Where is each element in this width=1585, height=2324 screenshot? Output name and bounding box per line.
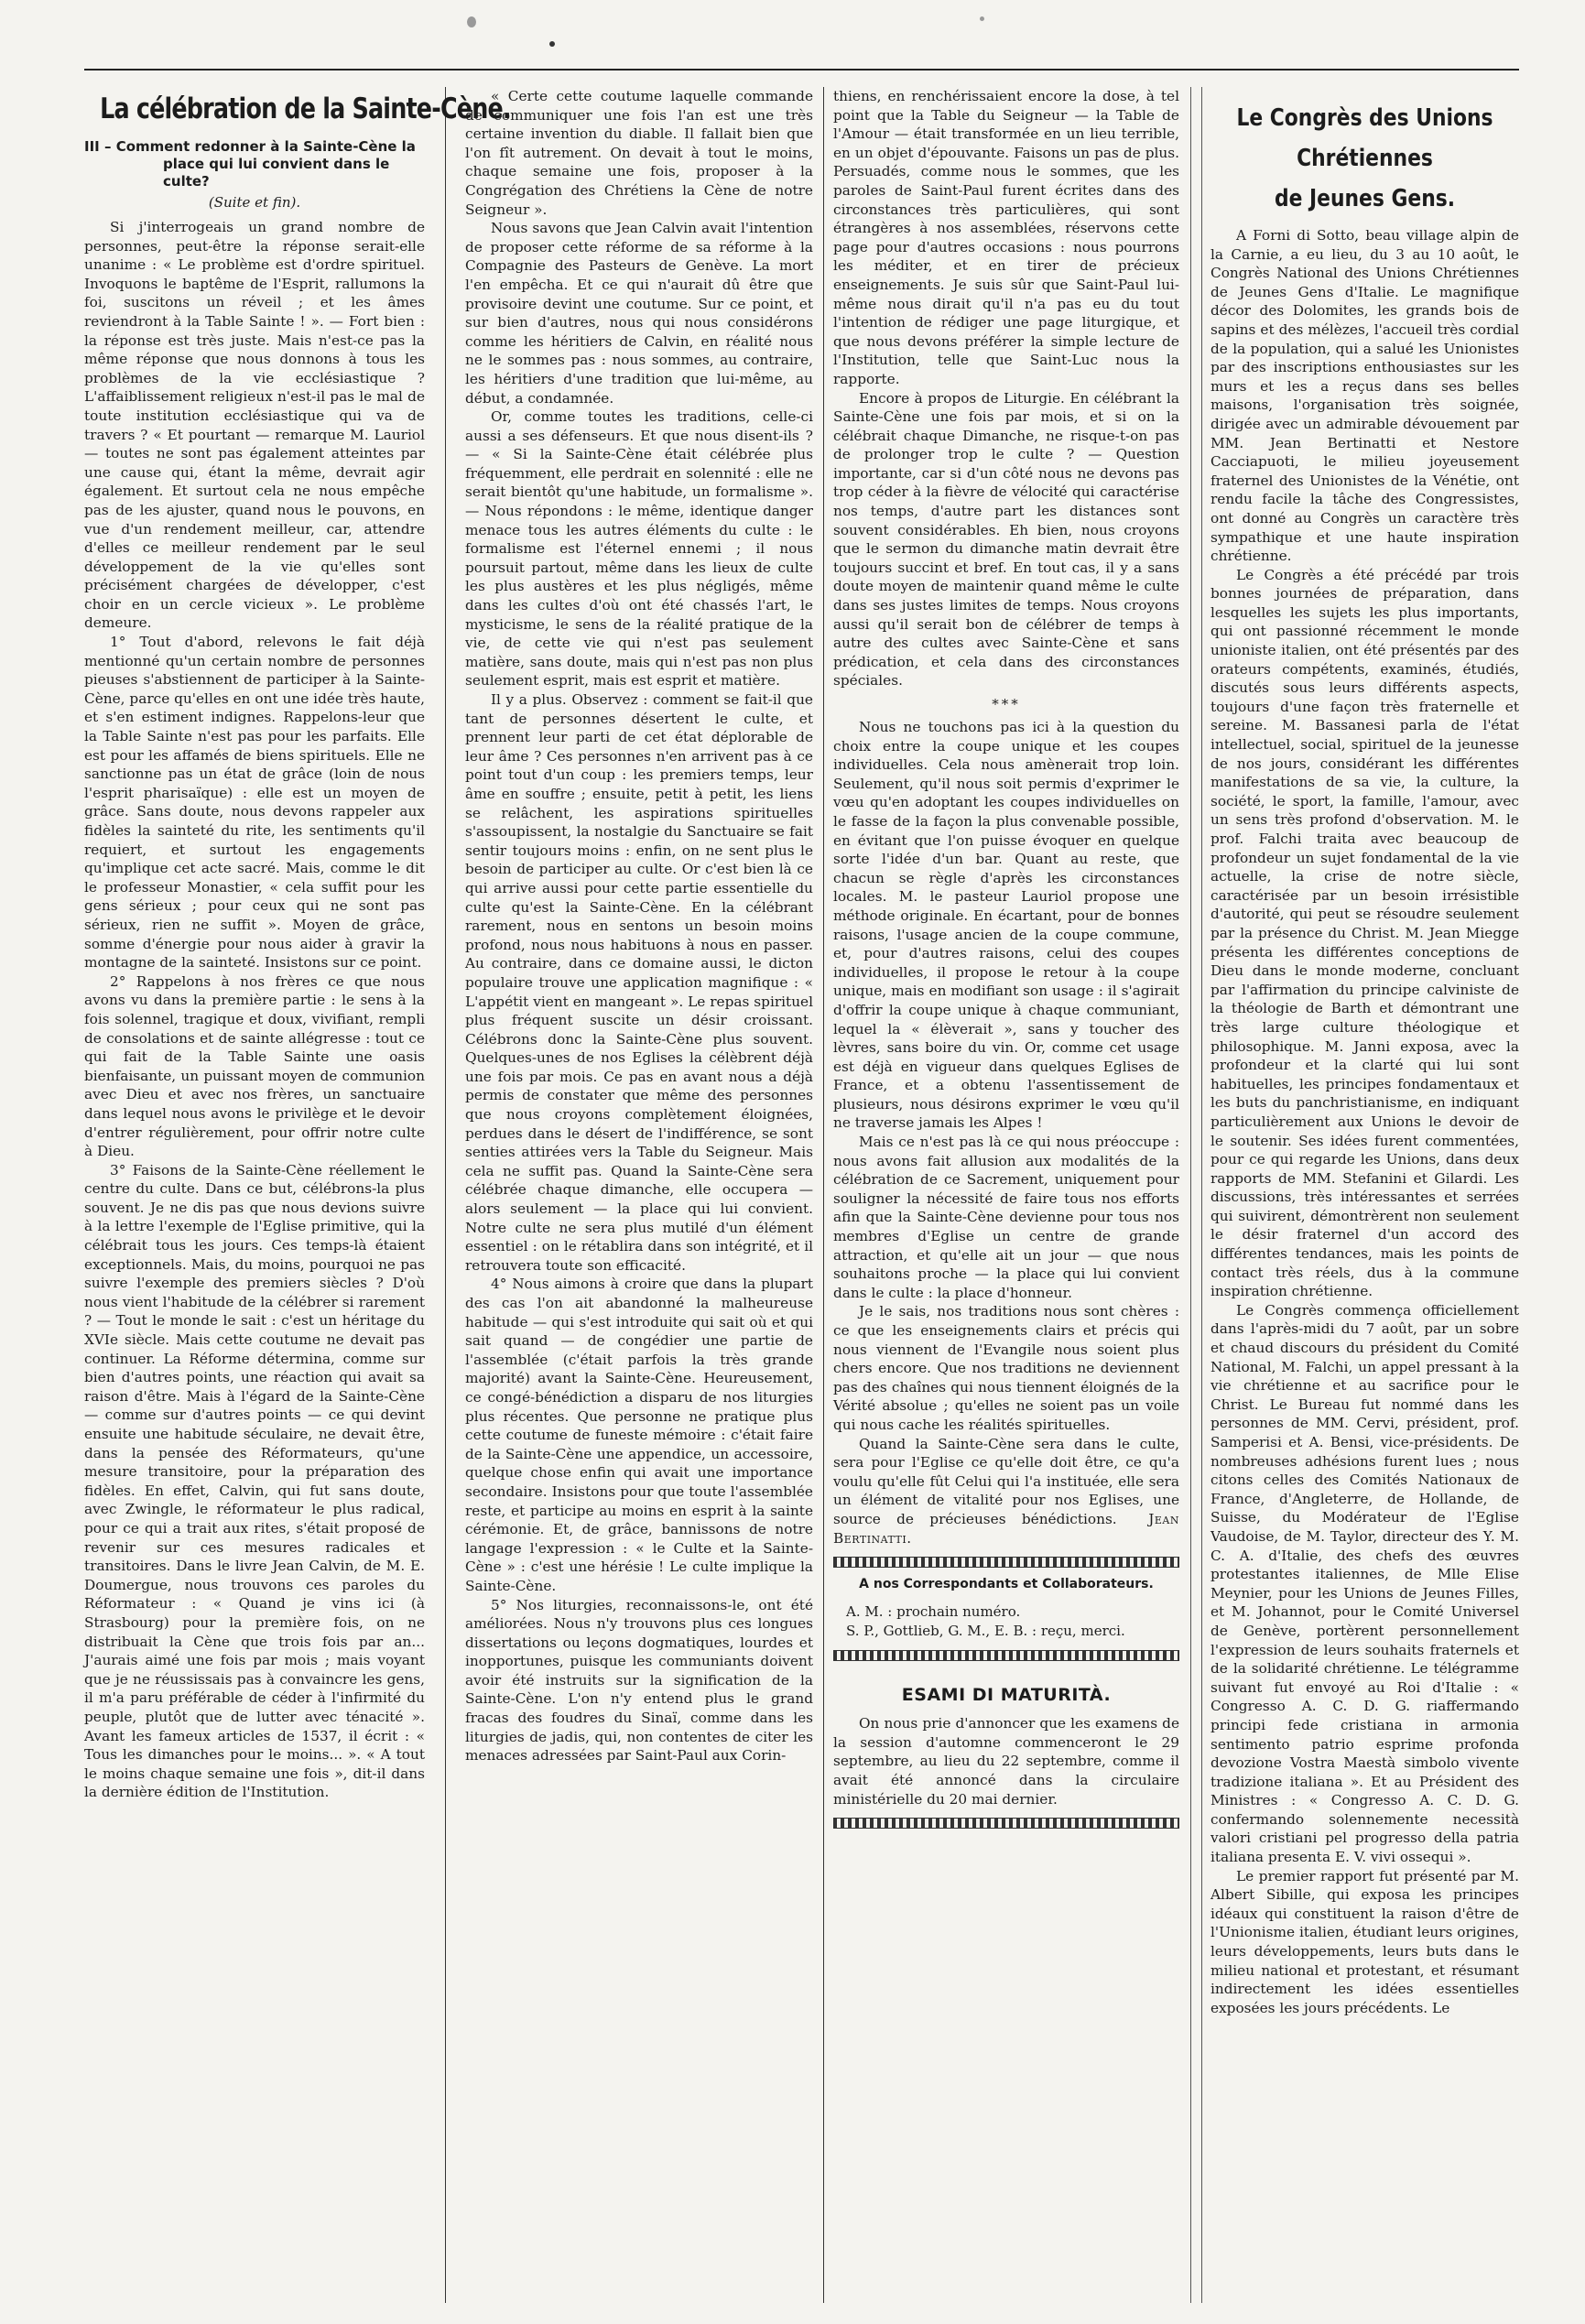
paragraph: Mais ce n'est pas là ce qui nous préoccupe : nous avons fait allusion aux modalités de la célébration de ce Sacrement, uniquement pour souligner la nécessité de faire tous nos efforts afin que la Sainte-Cène devienne pour tous nos membres d'Eglise un centre de grande attraction, et qu'elle ait un jour — que nous souhaitons proche — la place qui lui convient dans le culte : la place d'honneur. <box>833 1134 1179 1301</box>
paragraph: 1° Tout d'abord, relevons le fait déjà mentionné qu'un certain nombre de personnes pieuses s'abstiennent de participer à la Sainte-Cène, parce qu'elles en ont une idée très haute, et s'en estiment indignes. Rappelons-leur que la Table Sainte n'est pas pour les parfaits. Elle est pour les affamés de biens spirituels. Elle ne sanctionne pas un état de grâce (loin de nous l'esprit pharisaïque) : elle est un moyen de grâce. Sans doute, nous devons rappeler aux fidèles la sainteté du rite, les sentiments qu'il requiert, et surtout les engagements qu'implique cet acte sacré. Mais, comme le dit le professeur Monastier, « cela suffit pour les gens sérieux ; pour ceux qui ne sont pas sérieux, rien ne suffit ». Moyen de grâce, somme d'énergie pour nous aider à gravir la montagne de la sainteté. Insistons sur ce point. <box>84 634 425 972</box>
ornamental-rule <box>833 1650 1179 1661</box>
section-separator: *** <box>992 696 1021 712</box>
paragraph: Le premier rapport fut présenté par M. Albert Sibille, qui exposa les principes idéaux qui constituent la raison d'être de l'Unionisme italien, étudiant leurs origines, leurs développements, leurs buts dans le milieu national et protestant, et résumant indirectement les idées essentielles exposées les jours précédents. Le <box>1210 1867 1519 2016</box>
article-suite: (Suite et fin). <box>208 194 301 211</box>
signature: Jean Bertinatti. <box>833 1510 1179 1547</box>
correspondants-title: A nos Correspondants et Collaborateurs. <box>859 1577 1154 1592</box>
paragraph: thiens, en renchérissaient encore la dose, à tel point que la Table du Seigneur — la Table de l'Amour — était transformée en un lieu terrible, en un objet d'épouvante. Faisons un pas de plus. Persuadés, comme nous le sommes, que les paroles de Saint-Paul furent écrites dans des circonstances très particulières, qui sont étrangères à nos assemblées, réservons cette page pour d'autres occasions : nous pourrons les méditer, et en tirer de précieux enseignements. Je suis sûr que Saint-Paul lui-même nous dirait qu'il n'a pas eu du tout l'intention de rédiger une page liturgique, et que nous devons préférer la simple lecture de l'Institution, telle que Saint-Luc nous la rapporte. <box>833 88 1179 387</box>
box-rule <box>1190 87 1191 2303</box>
paragraph: Il y a plus. Observez : comment se fait-il que tant de personnes désertent le culte, et prennent leur parti de cet état déplorable de leur âme ? Ces personnes n'en arrivent pas à ce point tout d'un coup : les premiers temps, leur âme en souffre ; ensuite, petit à petit, les liens se relâchent, les aspirations spirituelles s'assoupissent, la nostalgie du Sanctuaire se fait sentir toujours moins : enfin, on ne sent plus le besoin de participer au culte. Or c'est bien là ce qui arrive aussi pour cette partie essentielle du culte qu'est la Sainte-Cène. En la célébrant rarement, nous en sentons un besoin moins profond, nous nous habituons à nous en passer. Au contraire, dans ce domaine aussi, le dicton populaire trouve une application magnifique : « L'appétit vient en mangeant ». Le repas spirituel plus fréquent suscite un désir croissant. Célébrons donc la Sainte-Cène plus souvent. Quelques-unes de nos Eglises la célèbrent déjà une fois par mois. Ce pas en avant nous a déjà permis de constater que même des personnes que nous croyons complètement éloignées, perdues dans le désert de l'indifférence, se sont senties attirées vers la Table du Seigneur. Mais cela ne suffit pas. Quand la Sainte-Cène sera célébrée chaque dimanche, elle occupera — alors seulement — la place qui lui convient. Notre culte ne sera plus mutilé d'un élément essentiel : on le rétablira dans son intégrité, et il retrouvera toute son efficacité. <box>465 691 813 1274</box>
paragraph: Le Congrès commença officiellement dans l'après-midi du 7 août, par un sobre et chaud discours du président du Comité National, M. Falchi, un appel pressant à la vie chrétienne et au sacrifice pour le Christ. Le Bureau fut nommé dans les personnes de MM. Cervi, président, prof. Samperisi et A. Bensi, vice-présidents. De nombreuses adhésions furent lues ; nous citons celles des Comités Nationaux de France, d'Angleterre, de Hollande, de Suisse, du Modérateur de l'Eglise Vaudoise, de M. Taylor, directeur des Y. M. C. A. d'Italie, des chefs des œuvres protestantes italiennes, de Mlle Elise Meynier, pour les Unions de Jeunes Filles, et M. Johannot, pour le Comité Universel de Genève, portèrent personnellement l'expression de leurs souhaits fraternels et de la solidarité chrétienne. Le télégramme suivant fut envoyé au Roi d'Italie : « Congresso A. C. D. G. riaffermando principi fede cristiana in armonia sentimento patrio esprime profonda devozione Vostra Maestà simbolo vivente tradizione italiana ». Et au Président des Ministres : « Congresso A. C. D. G. confermando solennemente necessità valori cristiani pel progresso della patria italiana presenta E. V. vivi ossequi ». <box>1210 1301 1519 1866</box>
article-title <box>1223 98 1507 219</box>
paragraph: Si j'interrogeais un grand nombre de personnes, peut-être la réponse serait-elle unanime : « Le problème est d'ordre spirituel. Invoquons le baptême de l'Esprit, rallumons la foi, suscitons un réveil ; et les âmes reviendront à la Table Sainte ! ». — Fort bien : la réponse est très juste. Mais n'est-ce pas la même réponse que nous donnons à tous les problèmes de la vie ecclésiastique ? L'affaiblissement religieux n'est-il pas le mal de toute institution ecclésiastique qui va de travers ? « Et pourtant — remarque M. Lauriol — toutes ne sont pas également atteintes par une cause qui, étant la même, devrait agir également. Et surtout cela ne nous empêche pas de les ajuster, quand nous le pouvons, en vue d'un rendement meilleur, car, attendre d'elles ce meilleur rendement par le seul développement de la vie qu'elles sont précisément chargées de développer, c'est choir en un cercle vicieux ». Le problème demeure. <box>84 219 425 632</box>
ornamental-rule <box>833 1818 1179 1829</box>
paragraph: Le Congrès a été précédé par trois bonnes journées de préparation, dans lesquelles les sujets les plus importants, qui ont passionné récemment le monde unioniste italien, ont été présentés par des orateurs compétents, examinés, étudiés, discutés sous leurs différents aspects, toujours d'une façon très fraternelle et sereine. M. Bassanesi parla de l'état intellectuel, social, spirituel de la jeunesse de nos jours, considérant les différentes manifestations de sa vie, la culture, la société, le sport, la famille, l'amour, avec un sens très profond d'observation. M. le prof. Falchi traita avec beaucoup de profondeur un sujet fondamental de la vie actuelle, la crise de notre siècle, caractérisée par un besoin irrésistible d'autorité, qui peut se résoudre seulement par la présence du Christ. M. Jean Miegge présenta les différentes conceptions de Dieu dans le monde moderne, concluant par l'affirmation du principe calviniste de la théologie de Barth et démontrant une très large culture théologique et philosophique. M. Janni exposa, avec la profondeur et la clarté qui lui sont habituelles, les principes fondamentaux et les buts du panchristianisme, en indiquant particulièrement aux Unions le devoir de le soutenir. Ses idées furent commentées, pour ce qui regarde les Unions, dans deux rapports de MM. Stefanini et Gilardi. Les discussions, très intéressantes et serrées qui suivirent, démontrèrent non seulement le désir fraternel d'un accord des différentes tendances, mais les points de contact très réels, dus à la commune inspiration chrétienne. <box>1210 566 1519 1300</box>
title-line: de Jeunes Gens. <box>1274 185 1456 212</box>
correspondants-line: S. P., Gottlieb, G. M., E. B. : reçu, merci. <box>846 1623 1125 1640</box>
column-1 <box>84 87 511 2303</box>
ink-speck <box>549 41 555 47</box>
column-4 <box>1210 87 1519 2303</box>
esami-title: ESAMI DI MATURITÀ. <box>901 1685 1112 1706</box>
paragraph: Nous savons que Jean Calvin avait l'intention de proposer cette réforme de sa réforme à la Compagnie des Pasteurs de Genève. La mort l'en empêcha. Et ce qui n'aurait dû être que provisoire devint une coutume. Sur ce point, et sur bien d'autres, nous qui nous considérons comme les héritiers de Calvin, en réalité nous ne le sommes pas : nous sommes, au contraire, les héritiers d'une tradition que lui-même, au début, a condamnée. <box>465 220 813 407</box>
paragraph: A Forni di Sotto, beau village alpin de la Carnie, a eu lieu, du 3 au 10 août, le Congrès National des Unions Chrétiennes de Jeunes Gens d'Italie. Le magnifique décor des Dolomites, les grands bois de sapins et des mélèzes, l'accueil très cordial de la population, qui a salué les Unionistes par des inscriptions enthousiastes sur les murs et les a reçus dans ses belles maisons, l'organisation très soignée, dirigée avec un admirable dévouement par MM. Jean Bertinatti et Nestore Cacciapuoti, le milieu joyeusement fraternel des Unionistes de la Vénétie, ont rendu facile la tâche des Congressistes, ont donné au Congrès un caractère très sympathique et une haute inspiration chrétienne. <box>1210 227 1519 565</box>
paragraph: Nous ne touchons pas ici à la question du choix entre la coupe unique et les coupes individuelles. Cela nous amènerait trop loin. Seulement, qu'il nous soit permis d'exprimer le vœu qu'en adoptant les coupes individuelles on le fasse de la façon la plus convenable possible, en évitant que l'on puisse évoquer en quelque sorte l'idée d'un bar. Quant au reste, que chacun se règle d'après les circonstances locales. M. le pasteur Lauriol propose une méthode originale. En écartant, pour de bonnes raisons, l'usage ancien de la coupe commune, et, pour d'autres raisons, celui des coupes individuelles, il propose le retour à la coupe unique, mais en modifiant son usage : il s'agirait d'offrir la coupe unique à chaque communiant, lequel la « élèverait », sans y toucher des lèvres, sans boire du vin. Or, comme cet usage est déjà en vigueur dans quelques Eglises de France, et a obtenu l'assentissement de plusieurs, nous désirons exprimer le vœu qu'il ne traverse jamais les Alpes ! <box>833 719 1179 1132</box>
paragraph: 2° Rappelons à nos frères ce que nous avons vu dans la première partie : le sens à la fois solennel, tragique et doux, vivifiant, rempli de consolations et de sainte allégresse : tout ce qui fait de la Table Sainte une oasis bienfaisante, un puissant moyen de communion avec Dieu et avec nos frères, un sanctuaire dans lequel nous avons le privilège et le devoir d'entrer régulièrement, pour offrir notre culte à Dieu. <box>84 972 425 1160</box>
paragraph: On nous prie d'annoncer que les examens de la session d'automne commenceront le 29 septembre, au lieu du 22 septembre, comme il avait été annoncé dans la circulaire ministérielle du 20 mai dernier. <box>833 1715 1179 1808</box>
article-title: La célébration de la Sainte-Cène. <box>100 92 511 125</box>
paragraph: 4° Nous aimons à croire que dans la plupart des cas l'on ait abandonné la malheureuse habitude — qui s'est introduite qui sait où et qui sait quand — de congédier une partie de l'assemblée (c'était parfois la très grande majorité) avant la Sainte-Cène. Heureusement, ce congé-bénédiction a disparu de nos liturgies plus récentes. Que personne ne pratique plus cette coutume de funeste mémoire : c'était faire de la Sainte-Cène une appendice, un accessoire, quelque chose enfin qui avait une importance secondaire. Insistons pour que toute l'assemblée reste, et participe au moins en esprit à la sainte cérémonie. Et, de grâce, bannissons de notre langage l'expression : « le Culte et la Sainte-Cène » : c'est une hérésie ! Le culte implique la Sainte-Cène. <box>465 1276 813 1594</box>
box-rule <box>1201 87 1202 2303</box>
column-2 <box>465 87 813 2303</box>
paragraph: Encore à propos de Liturgie. En célébrant la Sainte-Cène une fois par mois, et si on la célébrait chaque Dimanche, ne risque-t-on pas de prolonger trop le culte ? — Question importante, car si d'un côté nous ne devons pas trop céder à la fièvre de vélocité qui caractérise nos temps, d'autre part les distances sont souvent considérables. Eh bien, nous croyons que le sermon du dimanche matin devrait être toujours succint et bref. En tout cas, il y a sans doute moyen de maintenir quand même le culte dans ses justes limites de temps. Nous croyons aussi qu'il serait bon de célébrer de temps à autre des cultes avec Sainte-Cène et sans prédication, et cela dans des circonstances spéciales. <box>833 389 1179 690</box>
ornamental-rule <box>833 1557 1179 1568</box>
ink-speck <box>980 16 984 21</box>
paragraph-text: Quand la Sainte-Cène sera dans le culte, sera pour l'Eglise ce qu'elle doit être, ce qu'a voulu qu'elle fût Celui qui l'a instituée, elle sera un élément de vitalité pour nos Eglises, une source de précieuses bénédictions. <box>833 1435 1179 1527</box>
article-subtitle: III – Comment redonner à la Sainte-Cène la place qui lui convient dans le culte? <box>84 138 416 190</box>
ink-speck <box>467 16 476 27</box>
correspondants-line: A. M. : prochain numéro. <box>846 1603 1021 1621</box>
paragraph: Or, comme toutes les traditions, celle-ci aussi a ses défenseurs. Et que nous disent-ils ? — « Si la Sainte-Cène était célébrée plus fréquemment, elle perdrait en solennité : elle ne serait bientôt qu'une habitude, un formalisme ». — Nous répondons : le même, identique danger menace tous les autres éléments du culte : le formalisme est l'éternel ennemi ; il nous poursuit partout, même dans les lieux de culte les plus austères et les plus négligés, même dans les cultes d'où ont été chassés l'art, le mysticisme, le sens de la réalité pratique de la vie, de cette vie qui n'est pas seulement matière, sans doute, mais qui n'est pas non plus seulement esprit, mais est esprit et matière. <box>465 408 813 690</box>
paragraph: Je le sais, nos traditions nous sont chères : ce que les enseignements clairs et précis qui nous viennent de l'Evangile nous soient plus chers encore. Que nos traditions ne deviennent pas des chaînes qui nous tiennent éloignés de la Vérité absolue ; qu'elles ne soient pas un voile qui nous cache les réalités spirituelles. <box>833 1303 1179 1433</box>
column-3 <box>833 87 1179 2303</box>
title-line: Le Congrès des Unions Chrétiennes <box>1236 104 1493 172</box>
paragraph: 5° Nos liturgies, reconnaissons-le, ont été améliorées. Nous n'y trouvons plus ces longues dissertations ou leçons dogmatiques, lourdes et inopportunes, puisque les communiants doivent avoir été instruits sur la signification de la Sainte-Cène. L'on n'y entend plus le grand fracas des foudres du Sinaï, comme dans les liturgies de jadis, qui, non contentes de citer les menaces adressées par Saint-Paul aux Corin- <box>465 1596 813 1765</box>
paragraph: 3° Faisons de la Sainte-Cène réellement le centre du culte. Dans ce but, célébrons-la plus souvent. Je ne dis pas que nous devions suivre à la lettre l'exemple de l'Eglise primitive, qui la célébrait tous les jours. Ces temps-là étaient exceptionnels. Mais, du moins, pourquoi ne pas suivre l'exemple des premiers siècles ? D'où nous vient l'habitude de la célébrer si rarement ? — Tout le monde le sait : c'est un héritage du XVIe siècle. Mais cette coutume ne devait pas continuer. La Réforme détermina, comme sur bien d'autres points, une réaction qui avait sa raison d'être. Mais à l'égard de la Sainte-Cène — comme sur d'autres points — ce qui devint ensuite une habitude séculaire, ne devait être, dans la pensée des Réformateurs, qu'une mesure transitoire, pour la préparation des fidèles. En effet, Calvin, qui fut sans doute, avec Zwingle, le réformateur le plus radical, pour ce qui a trait aux rites, s'était proposé de revenir sur ces mesures radicales et transitoires. Dans le livre Jean Calvin, de M. E. Doumergue, nous trouvons ces paroles du Réformateur : « Quand je vins ici (à Strasbourg) pour la première fois, on ne distribuait la Cène que trois fois par an... J'aurais aimé une fois par mois ; mais voyant que je ne réussissais pas à convaincre les gens, il m'a paru préférable de céder à l'infirmité du peuple, plutôt que de lutter avec ténacité ». Avant les fameux articles de 1537, il écrit : « Tous les dimanches pour le moins... ». « A tout le moins chaque semaine une fois », dit-il dans la dernière édition de l'Institution. <box>84 1161 425 1801</box>
column-rule <box>445 87 446 2303</box>
paragraph-with-signature <box>833 1435 1179 1548</box>
column-rule <box>823 87 824 2303</box>
top-rule <box>84 69 1519 71</box>
paragraph: « Certe cette coutume laquelle commande de communiquer une fois l'an est une très certaine invention du diable. Il fallait bien que l'on fît autrement. On devait à tout le moins, chaque semaine une fois, proposer à la Congrégation des Chrétiens la Cène de notre Seigneur ». <box>465 88 813 218</box>
